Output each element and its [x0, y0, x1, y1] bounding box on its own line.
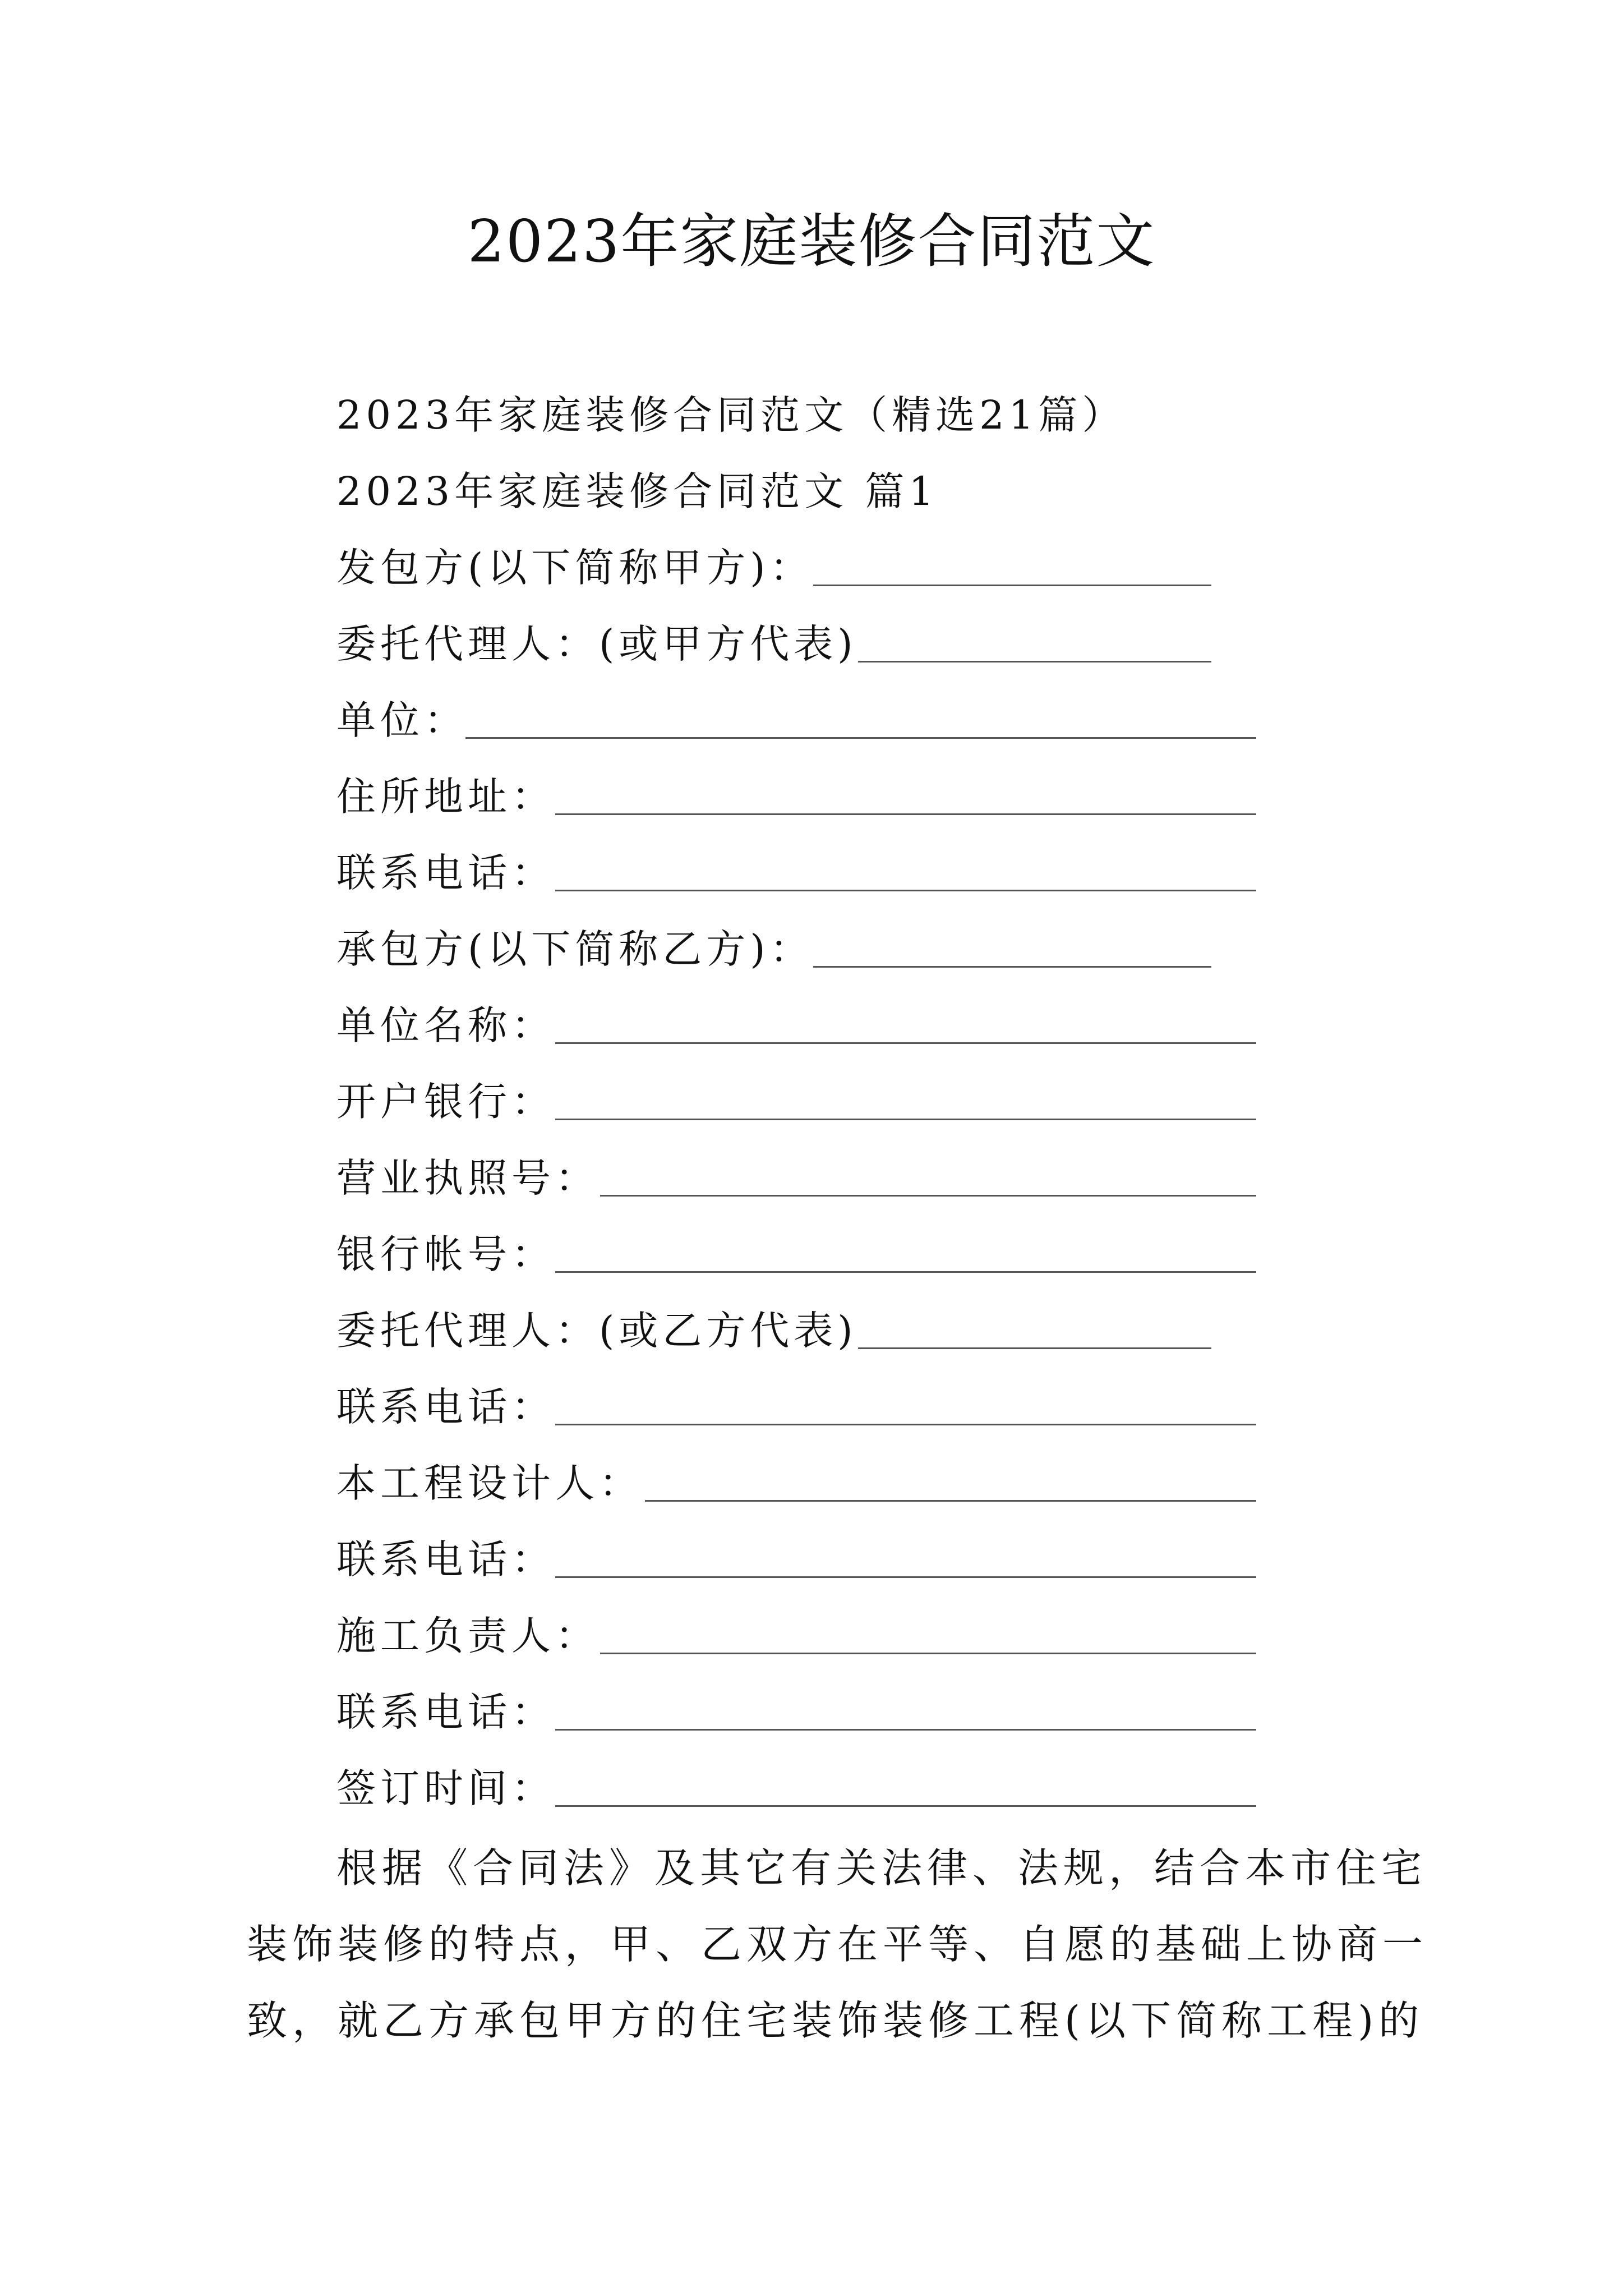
blank-line[interactable] — [813, 585, 1211, 586]
field-label: 开户银行： — [336, 1079, 555, 1125]
blank-line[interactable] — [555, 813, 1256, 815]
field-label: 委托代理人：(或甲方代表) — [336, 621, 857, 667]
field-label: 单位： — [336, 697, 468, 743]
blank-line[interactable] — [600, 1195, 1256, 1197]
field-label: 签订时间： — [336, 1765, 555, 1811]
field-label: 单位名称： — [336, 1002, 555, 1048]
blank-line[interactable] — [858, 1347, 1211, 1349]
blank-line[interactable] — [555, 1805, 1256, 1807]
blank-line[interactable] — [555, 1576, 1256, 1578]
field-label: 承包方(以下简称乙方)： — [336, 926, 814, 972]
blank-line[interactable] — [813, 966, 1211, 968]
field-label: 营业执照号： — [336, 1155, 599, 1201]
blank-line[interactable] — [555, 1729, 1256, 1731]
blank-line[interactable] — [600, 1653, 1256, 1654]
field-label: 住所地址： — [336, 774, 555, 820]
blank-line[interactable] — [645, 1500, 1256, 1502]
document-title: 2023年家庭装修合同范文 — [467, 207, 1156, 275]
paragraph-line: 致，就乙方承包甲方的住宅装饰装修工程(以下简称工程)的 — [247, 1997, 1424, 2044]
blank-line[interactable] — [555, 890, 1256, 891]
field-label: 委托代理人：(或乙方代表) — [336, 1308, 857, 1354]
blank-line[interactable] — [858, 661, 1211, 662]
blank-line[interactable] — [465, 737, 1256, 739]
field-label: 施工负责人： — [336, 1613, 599, 1659]
subtitle: 2023年家庭装修合同范文（精选21篇） — [336, 392, 1126, 438]
section-heading: 2023年家庭装修合同范文 篇1 — [336, 468, 938, 514]
field-label: 联系电话： — [336, 850, 555, 896]
body-paragraph — [247, 1830, 1428, 2059]
field-label: 银行帐号： — [336, 1231, 555, 1277]
blank-line[interactable] — [555, 1042, 1256, 1044]
paragraph-line: 根据《合同法》及其它有关法律、法规，结合本市住宅 — [336, 1844, 1427, 1892]
blank-line[interactable] — [555, 1271, 1256, 1273]
field-label: 本工程设计人： — [336, 1460, 643, 1506]
field-label: 联系电话： — [336, 1536, 555, 1582]
field-label: 联系电话： — [336, 1689, 555, 1735]
blank-line[interactable] — [555, 1424, 1256, 1425]
paragraph-line: 装饰装修的特点，甲、乙双方在平等、自愿的基础上协商一 — [247, 1921, 1428, 1968]
field-label: 联系电话： — [336, 1384, 555, 1430]
blank-line[interactable] — [555, 1119, 1256, 1120]
field-label: 发包方(以下简称甲方)： — [336, 545, 814, 591]
